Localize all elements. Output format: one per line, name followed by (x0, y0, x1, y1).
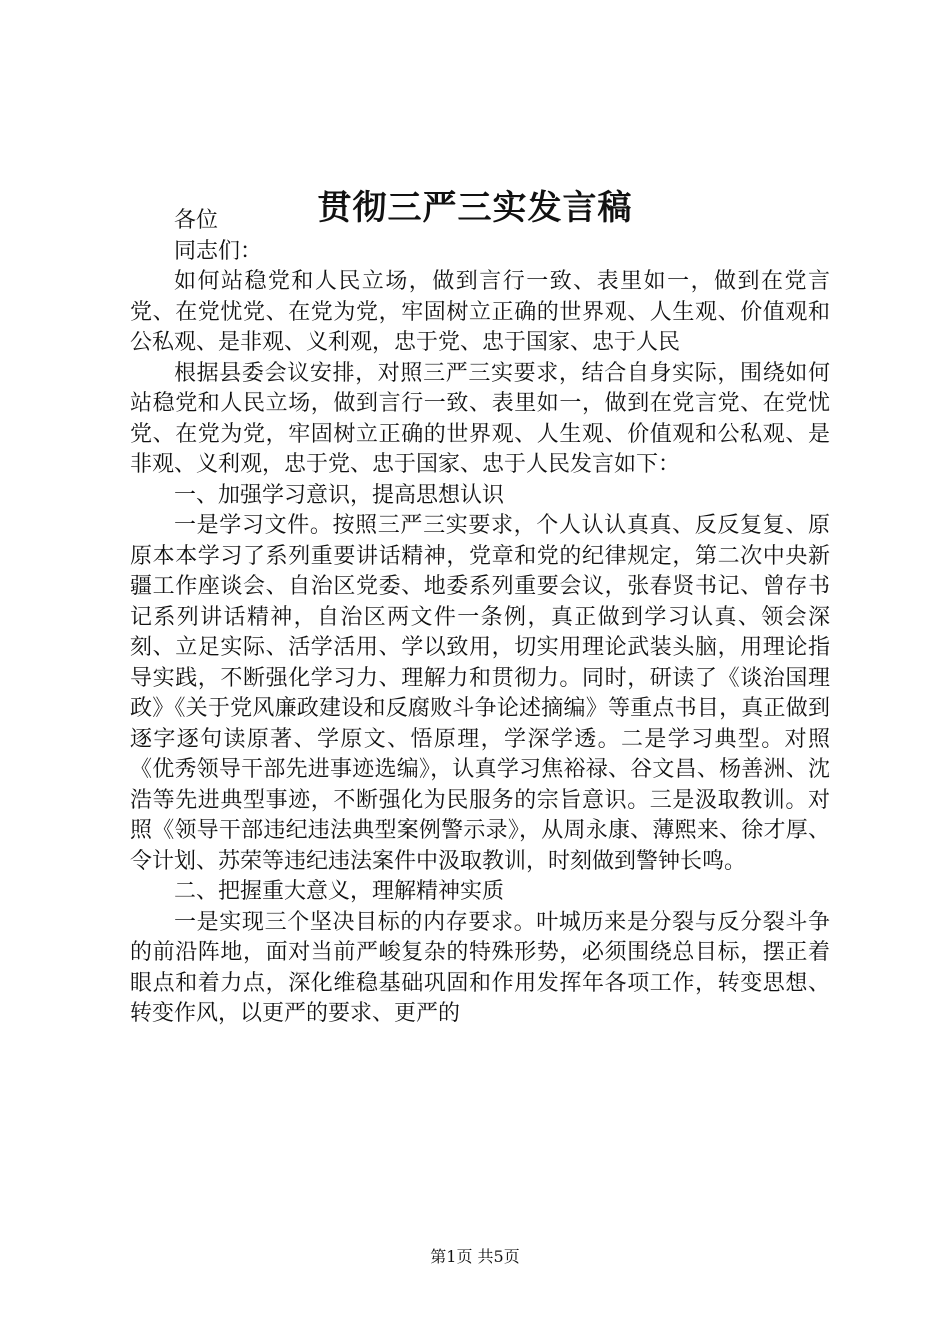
body-paragraph: 如何站稳党和人民立场，做到言行一致、表里如一，做到在党言党、在党忧党、在党为党，牢固树立正确的世界观、人生观、价值观和公私观、是非观、义利观，忠于党、忠于国家、忠于人民 (130, 269, 830, 355)
section-heading: 一、加强学习意识，提高思想认识 (174, 482, 505, 508)
page-footer: 第1页 共5页 (430, 1247, 520, 1266)
document-body (130, 206, 830, 1030)
body-paragraph: 一是学习文件。按照三严三实要求，个人认认真真、反反复复、原原本本学习了系列重要讲话精神，党章和党的纪律规定，第二次中央新疆工作座谈会、自治区党委、地委系列重要会议，张春贤书记、曾存书记系列讲话精神，自治区两文件一条例，真正做到学习认真、领会深刻、立足实际、活学活用、学以致用，切实用理论武装头脑，用理论指导实践，不断强化学习力、理解力和贯彻力。同时，研读了《谈治国理政》《关于党风廉政建设和反腐败斗争论述摘编》等重点书目，真正做到逐字逐句读原著、学原文、悟原理，学深学透。二是学习典型。对照《优秀领导干部先进事迹选编》，认真学习焦裕禄、谷文昌、杨善洲、沈浩等先进典型事迹，不断强化为民服务的宗旨意识。三是汲取教训。对照《领导干部违纪违法典型案例警示录》，从周永康、薄熙来、徐才厚、令计划、苏荣等违纪违法案件中汲取教训，时刻做到警钟长鸣。 (130, 513, 830, 874)
salutation-line: 各位 (174, 208, 219, 233)
salutation-line: 同志们： (174, 238, 263, 264)
document-title: 贯彻三严三实发言稿 (317, 188, 633, 228)
body-paragraph: 一是实现三个坚决目标的内存要求。叶城历来是分裂与反分裂斗争的前沿阵地，面对当前严峻复杂的特殊形势，必须围绕总目标，摆正着眼点和着力点，深化维稳基础巩固和作用发挥年各项工作，转变思想、转变作风，以更严的要求、更严的 (130, 909, 830, 1026)
section-heading: 二、把握重大意义，理解精神实质 (174, 879, 505, 904)
body-paragraph: 根据县委会议安排，对照三严三实要求，结合自身实际，围绕如何站稳党和人民立场，做到言行一致、表里如一，做到在党言党、在党忧党、在党为党，牢固树立正确的世界观、人生观、价值观和公私观、是非观、义利观，忠于党、忠于国家、忠于人民发言如下： (130, 360, 830, 477)
